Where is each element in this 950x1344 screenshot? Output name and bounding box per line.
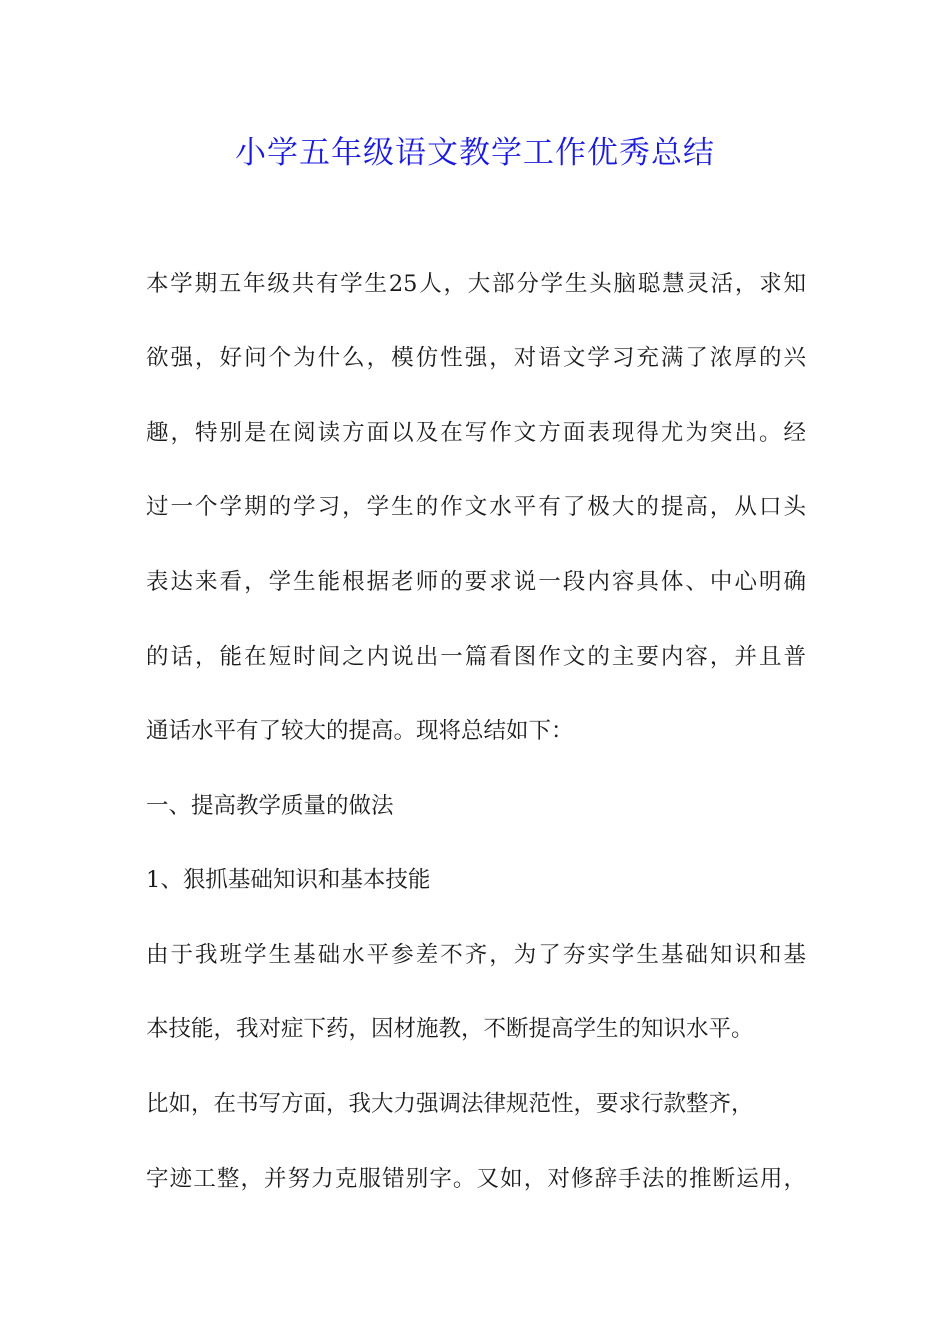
body-line-3: 趣，特别是在阅读方面以及在写作文方面表现得尤为突出。经	[146, 420, 806, 446]
body-line-2: 欲强，好问个为什么，模仿性强，对语文学习充满了浓厚的兴	[146, 345, 806, 371]
body-line-1: 本学期五年级共有学生25人，大部分学生头脑聪慧灵活，求知	[146, 271, 806, 297]
subsection-heading-1: 1、狠抓基础知识和基本技能	[146, 867, 431, 893]
body-line-5: 表达来看，学生能根据老师的要求说一段内容具体、中心明确	[146, 569, 806, 595]
body-line-12: 比如，在书写方面，我大力强调法律规范性，要求行款整齐，	[146, 1091, 754, 1117]
body-line-6: 的话，能在短时间之内说出一篇看图作文的主要内容，并且普	[146, 644, 806, 670]
section-heading-1: 一、提高教学质量的做法	[146, 793, 394, 819]
body-line-7: 通话水平有了较大的提高。现将总结如下：	[146, 718, 574, 744]
body-line-11: 本技能，我对症下药，因材施教，不断提高学生的知识水平。	[146, 1016, 754, 1042]
body-line-10: 由于我班学生基础水平参差不齐，为了夯实学生基础知识和基	[146, 942, 806, 968]
body-line-4: 过一个学期的学习，学生的作文水平有了极大的提高，从口头	[146, 494, 806, 520]
body-line-13: 字迹工整，并努力克服错别字。又如，对修辞手法的推断运用，	[146, 1166, 806, 1192]
document-title: 小学五年级语文教学工作优秀总结	[235, 135, 715, 171]
